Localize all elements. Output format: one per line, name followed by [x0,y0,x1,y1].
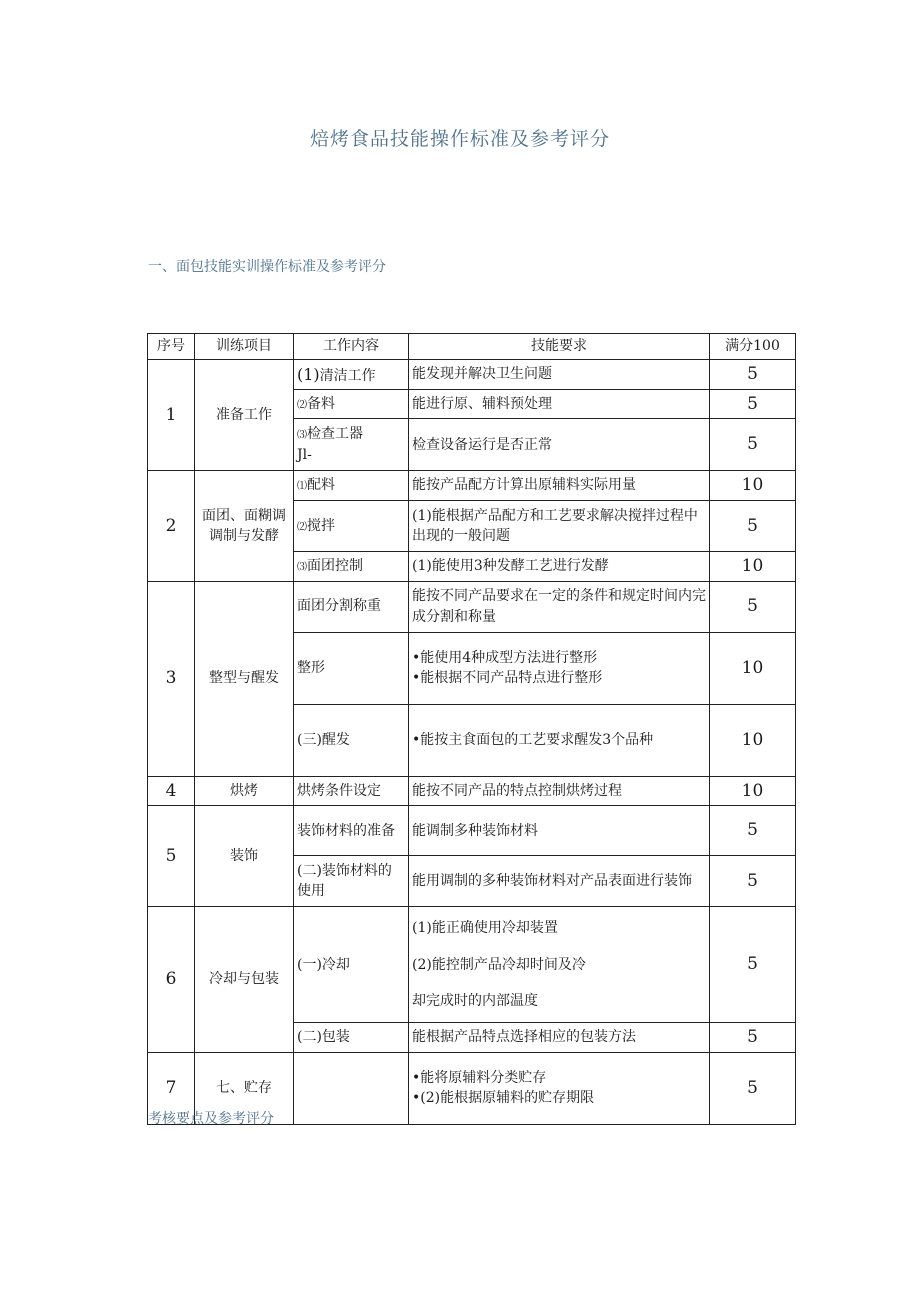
requirement-line: (2)能控制产品冷却时间及冷 [412,956,586,973]
requirement-line: •(2)能根据原辅料的贮存期限 [412,1090,595,1107]
score-cell: 5 [710,856,796,907]
content-cell [294,389,409,419]
content-cell: 整形 [294,632,409,704]
requirement-line: •能根据不同产品特点进行整形 [412,670,603,687]
row-item: 准备工作 [195,360,294,471]
requirement-cell: (1)能根据产品配方和工艺要求解决搅拌过程中出现的一般问题 [409,500,710,551]
content-cell [294,1052,409,1124]
skills-table [147,333,796,1125]
requirement-cell: 能进行原、辅料预处理 [409,389,710,419]
score-cell: 5 [710,1023,796,1053]
content-text: 面团控制 [307,558,363,575]
content-cell [294,500,409,551]
content-prefix: ⑶ [297,562,307,574]
content-cell: 烘烤条件设定 [294,776,409,806]
content-text: 检查工器 [307,426,363,443]
table-row [148,806,796,856]
row-item: 冷却与包装 [195,907,294,1053]
requirement-cell: 能按不同产品要求在一定的条件和规定时间内完成分割和称量 [409,581,710,632]
content-prefix: ⑵ [297,399,307,411]
content-cell: (三)醒发 [294,704,409,776]
score-cell: 10 [710,471,796,501]
header-content: 工作内容 [294,334,409,360]
header-seq: 序号 [148,334,195,360]
score-cell: 10 [710,704,796,776]
content-cell [294,551,409,581]
content-prefix: ⑶ [297,430,307,442]
footer-heading: 考核要点及参考评分 [148,1111,274,1127]
requirement-cell: 能发现并解决卫生问题 [409,360,710,390]
row-seq: 4 [148,776,195,806]
score-cell: 5 [710,419,796,471]
table-row [148,776,796,806]
requirement-cell: (1)能使用3种发酵工艺进行发酵 [409,551,710,581]
row-seq: 6 [148,907,195,1053]
content-cell: 面团分割称重 [294,581,409,632]
score-cell: 10 [710,551,796,581]
document-title: 焙烤食品技能操作标准及参考评分 [309,128,610,150]
content-cell [294,471,409,501]
row-seq: 1 [148,360,195,471]
section-heading: 一、面包技能实训操作标准及参考评分 [148,259,386,275]
content-cell [294,419,409,471]
requirement-line: •能将原辅料分类贮存 [412,1070,547,1087]
score-cell: 5 [710,806,796,856]
requirement-cell: 能按产品配方计算出原辅料实际用量 [409,471,710,501]
content-text: 搅拌 [307,517,335,534]
requirement-cell: 能根据产品特点选择相应的包装方法 [409,1023,710,1053]
content-cell: (二)包装 [294,1023,409,1053]
content-cell: (一)冷却 [294,907,409,1023]
requirement-line: 却完成时的内部温度 [412,992,538,1009]
row-seq: 3 [148,581,195,776]
score-cell: 5 [710,360,796,390]
content-text: 清洁工作 [319,367,376,384]
content-prefix: ⑴ [297,481,307,493]
header-item: 训练项目 [195,334,294,360]
table-row [148,581,796,632]
score-cell: 5 [710,389,796,419]
requirement-cell [409,632,710,704]
table-row [148,907,796,1023]
table-row [148,471,796,501]
content-prefix: ⑵ [297,521,307,533]
table-header-row [148,334,796,360]
requirement-cell: 能调制多种装饰材料 [409,806,710,856]
requirement-cell [409,907,710,1023]
score-cell: 10 [710,632,796,704]
content-cell: 装饰材料的准备 [294,806,409,856]
requirement-line: (1)能正确使用冷却装置 [412,920,558,937]
content-cell [294,360,409,390]
requirement-cell [409,1052,710,1124]
score-cell: 5 [710,1052,796,1124]
requirement-cell: 能按不同产品的特点控制烘烤过程 [409,776,710,806]
row-item: 烘烤 [195,776,294,806]
content-text: 配料 [307,477,335,494]
row-item: 整型与醒发 [195,581,294,776]
row-seq: 7 [148,1052,195,1124]
header-score: 满分100 [710,334,796,360]
table-row [148,360,796,390]
row-seq: 2 [148,471,195,581]
requirement-line: •能使用4种成型方法进行整形 [412,649,598,666]
content-cell: (二)装饰材料的使用 [294,856,409,907]
score-cell: 5 [710,907,796,1023]
requirement-cell: 能用调制的多种装饰材料对产品表面进行装饰 [409,856,710,907]
content-text: 备料 [307,395,335,412]
row-seq: 5 [148,806,195,907]
content-prefix: (1) [297,364,320,384]
row-item: 面团、面糊调调制与发酵 [195,471,294,581]
requirement-cell: •能按主食面包的工艺要求醒发3个品种 [409,704,710,776]
score-cell: 10 [710,776,796,806]
score-cell: 5 [710,581,796,632]
row-item: 装饰 [195,806,294,907]
requirement-cell: 检查设备运行是否正常 [409,419,710,471]
header-requirement: 技能要求 [409,334,710,360]
score-cell: 5 [710,500,796,551]
content-text-extra: Jl- [297,446,312,463]
row-item: 七、贮存 [195,1052,294,1124]
